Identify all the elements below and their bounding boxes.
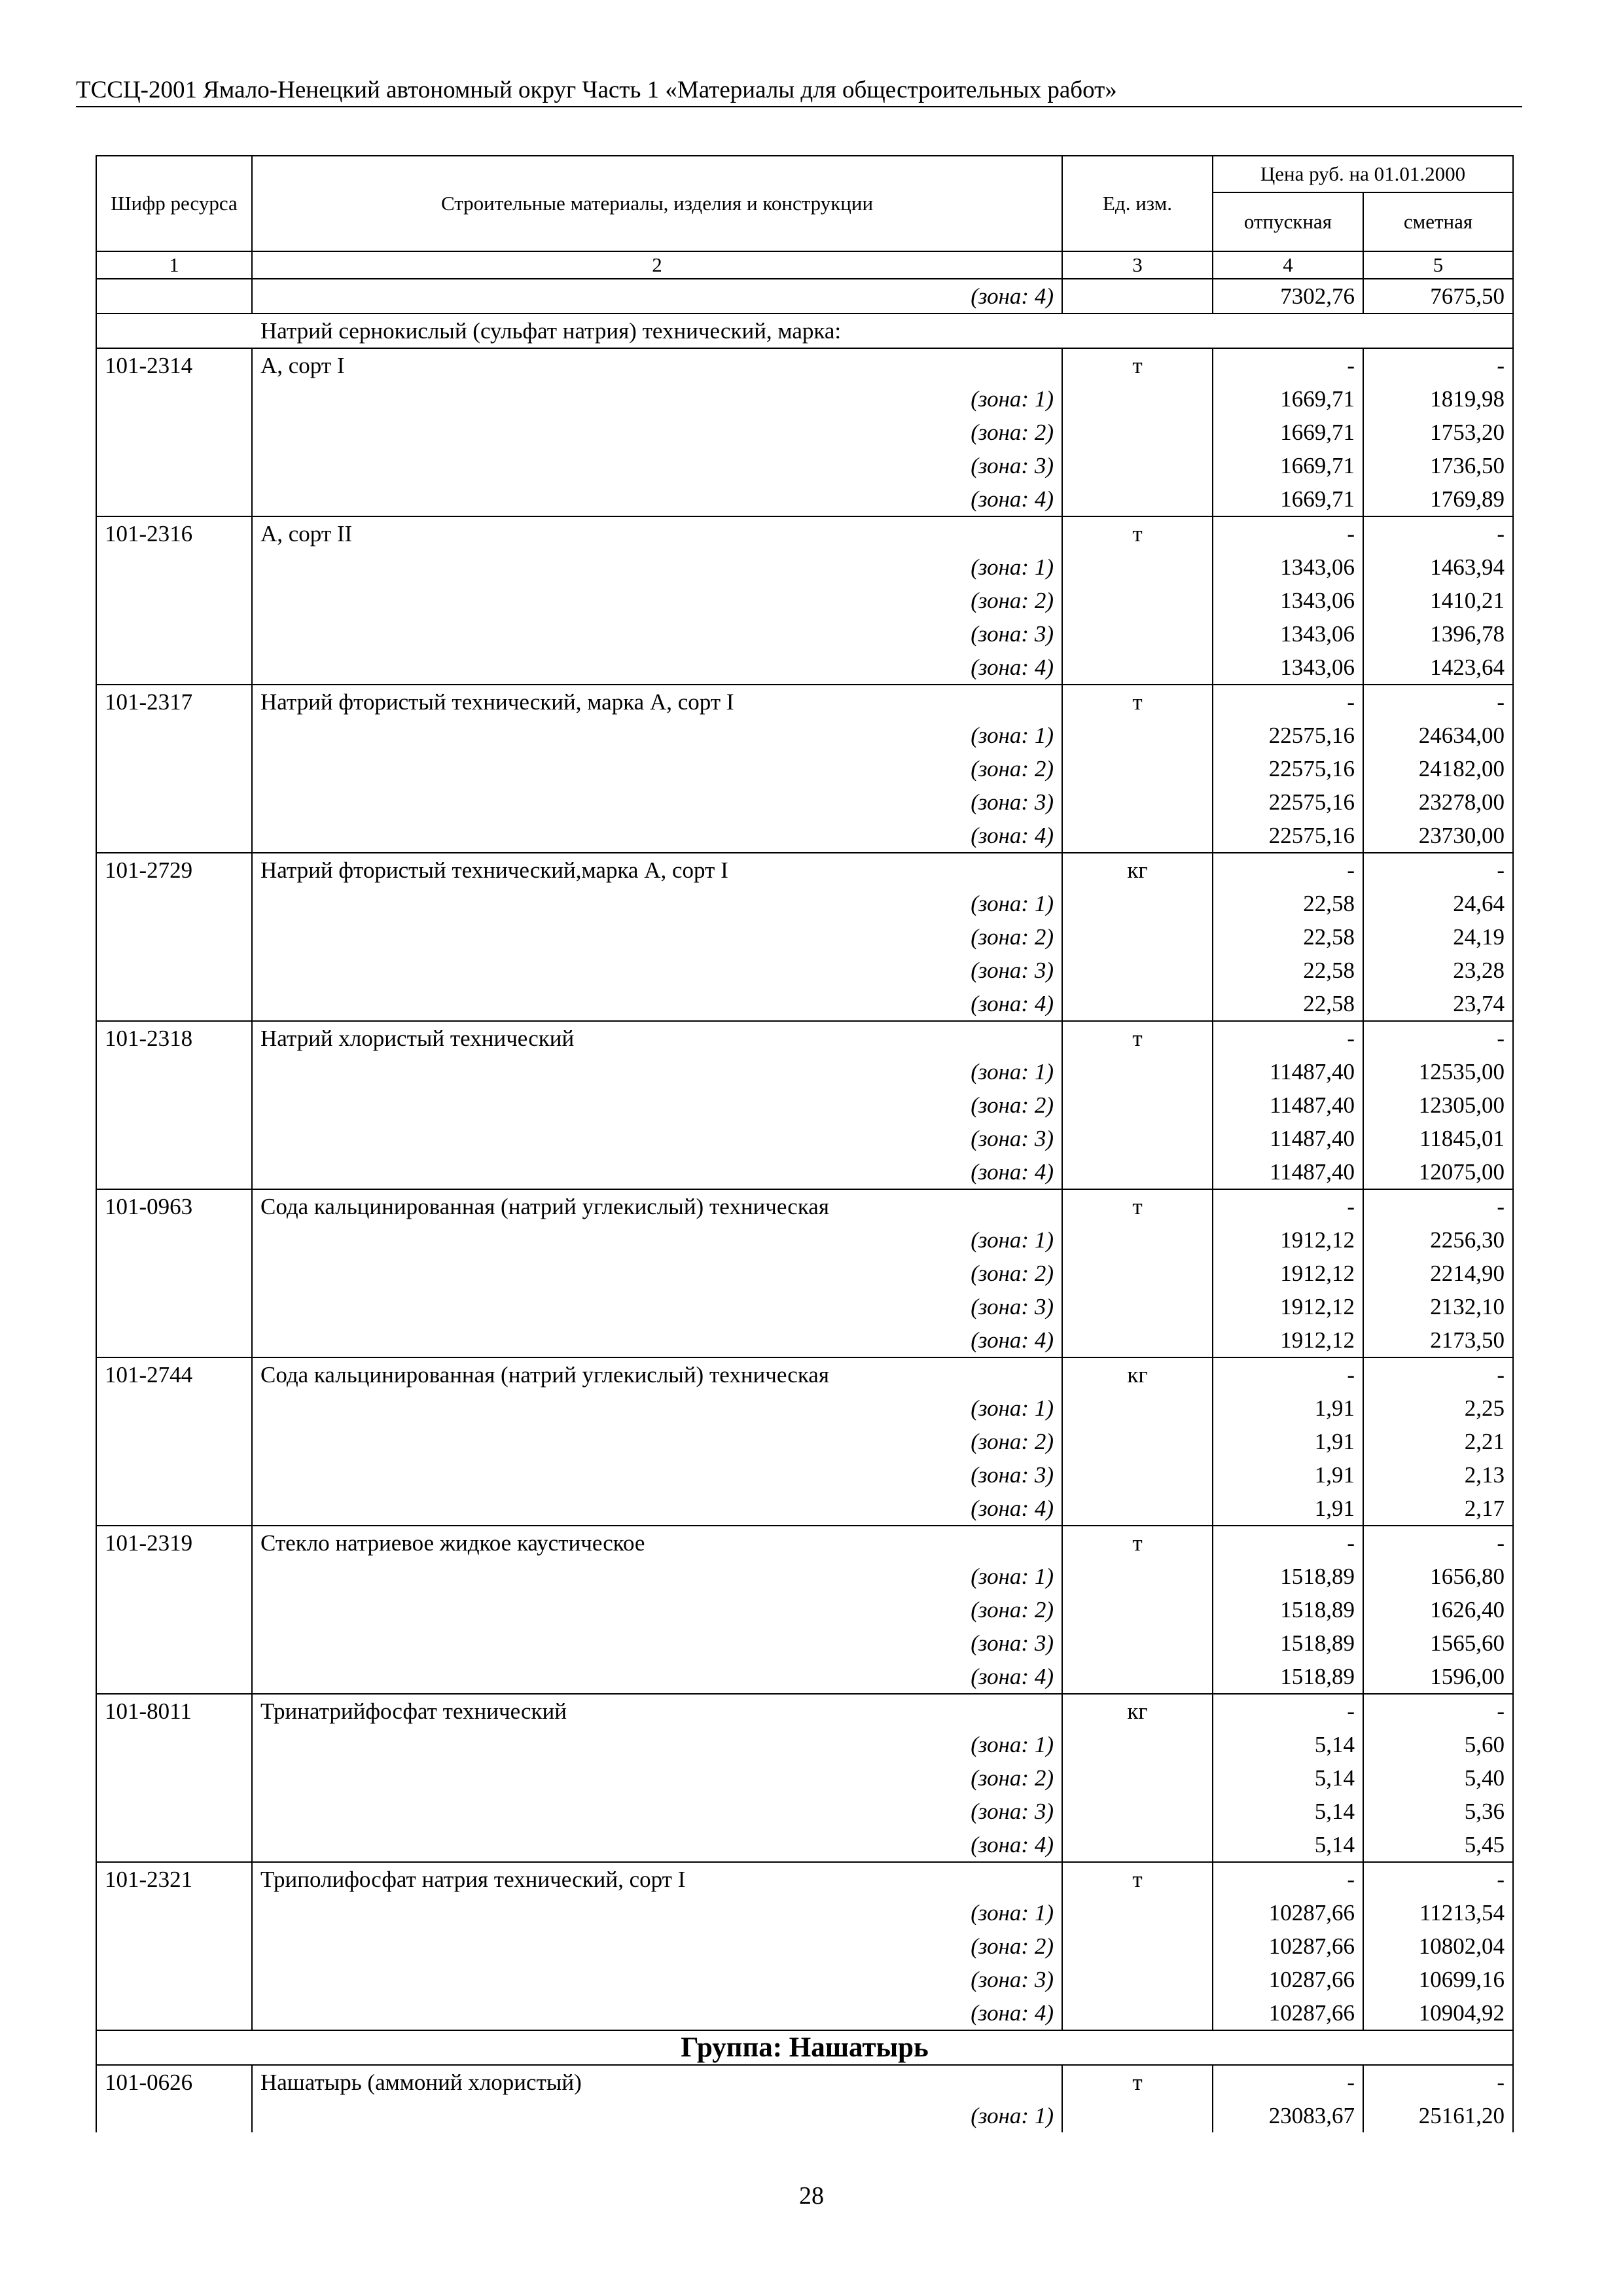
zone-label: (зона: 2) — [252, 1761, 1062, 1795]
material-name: Триполифосфат натрия технический, сорт I — [252, 1862, 1062, 1896]
zone-row — [96, 1458, 1513, 1492]
zone-label: (зона: 4) — [252, 987, 1062, 1021]
zone-row — [96, 1626, 1513, 1660]
zone-label: (зона: 1) — [252, 1560, 1062, 1593]
release-price: - — [1213, 1694, 1363, 1728]
release-price: 1912,12 — [1213, 1290, 1363, 1323]
release-price: 1343,06 — [1213, 550, 1363, 584]
zone-label: (зона: 2) — [252, 920, 1062, 954]
zone-row — [96, 1828, 1513, 1862]
estimate-price: 11213,54 — [1363, 1896, 1513, 1929]
resource-code: 101-2744 — [96, 1357, 252, 1391]
material-name: Сода кальцинированная (натрий углекислый) техническая — [252, 1357, 1062, 1391]
table-row — [96, 2065, 1513, 2099]
release-price: 5,14 — [1213, 1761, 1363, 1795]
estimate-price: - — [1363, 348, 1513, 382]
release-price: - — [1213, 348, 1363, 382]
estimate-price: 1769,89 — [1363, 482, 1513, 516]
zone-row — [96, 2099, 1513, 2132]
zone-row — [96, 719, 1513, 752]
document-header — [76, 76, 1522, 107]
zone-label: (зона: 3) — [252, 1122, 1062, 1155]
release-price: 1518,89 — [1213, 1593, 1363, 1626]
table-row — [96, 853, 1513, 887]
table-row — [96, 1357, 1513, 1391]
zone-row — [96, 987, 1513, 1021]
estimate-price: 12305,00 — [1363, 1088, 1513, 1122]
release-price: 1912,12 — [1213, 1323, 1363, 1357]
estimate-price: 1753,20 — [1363, 416, 1513, 449]
estimate-price: 2132,10 — [1363, 1290, 1513, 1323]
zone-row — [96, 887, 1513, 920]
col-name-header: Строительные материалы, изделия и конструкции — [252, 156, 1062, 251]
estimate-price: 23,74 — [1363, 987, 1513, 1021]
release-price: 22575,16 — [1213, 752, 1363, 785]
estimate-price: 23,28 — [1363, 954, 1513, 987]
col-release-header: отпускная — [1213, 192, 1363, 251]
estimate-price: 2,13 — [1363, 1458, 1513, 1492]
estimate-price: - — [1363, 1021, 1513, 1055]
zone-label: (зона: 1) — [252, 1391, 1062, 1425]
zone-row — [96, 1323, 1513, 1357]
material-name: А, сорт I — [252, 348, 1062, 382]
estimate-price: 2256,30 — [1363, 1223, 1513, 1257]
unit: т — [1062, 1862, 1213, 1896]
estimate-price: 24182,00 — [1363, 752, 1513, 785]
unit: т — [1062, 2065, 1213, 2099]
zone-label: (зона: 2) — [252, 752, 1062, 785]
table-row — [96, 1862, 1513, 1896]
table-row — [96, 348, 1513, 382]
zone-row — [96, 382, 1513, 416]
zone-row — [96, 785, 1513, 819]
zone-label: (зона: 4) — [252, 1323, 1062, 1357]
zone-row — [96, 954, 1513, 987]
zone-row — [96, 1122, 1513, 1155]
material-name: Натрий фтористый технический,марка А, сорт I — [252, 853, 1062, 887]
zone-row — [96, 752, 1513, 785]
release-price: 22,58 — [1213, 887, 1363, 920]
zone-label: (зона: 1) — [252, 1055, 1062, 1088]
column-number: 5 — [1363, 251, 1513, 279]
estimate-price: 1656,80 — [1363, 1560, 1513, 1593]
release-price: 22,58 — [1213, 987, 1363, 1021]
estimate-price: 24,64 — [1363, 887, 1513, 920]
table-body — [96, 279, 1513, 2132]
page-number: 28 — [799, 2182, 824, 2210]
zone-row — [96, 1560, 1513, 1593]
col-estimate-header: сметная — [1363, 192, 1513, 251]
column-number: 2 — [252, 251, 1062, 279]
estimate-price: - — [1363, 1862, 1513, 1896]
release-price: 22,58 — [1213, 954, 1363, 987]
zone-label: (зона: 4) — [252, 279, 1062, 314]
estimate-price: 5,45 — [1363, 1828, 1513, 1862]
estimate-price: 24,19 — [1363, 920, 1513, 954]
table-row — [96, 1021, 1513, 1055]
release-price: 22,58 — [1213, 920, 1363, 954]
zone-row — [96, 1660, 1513, 1694]
release-price: 1343,06 — [1213, 651, 1363, 685]
estimate-price: 2214,90 — [1363, 1257, 1513, 1290]
group-row — [96, 2030, 1513, 2065]
zone-row — [96, 1728, 1513, 1761]
table-row — [96, 1189, 1513, 1223]
release-price: - — [1213, 1021, 1363, 1055]
estimate-price: 1423,64 — [1363, 651, 1513, 685]
release-price: 1912,12 — [1213, 1223, 1363, 1257]
zone-row — [96, 416, 1513, 449]
resource-code: 101-2314 — [96, 348, 252, 382]
zone-label: (зона: 4) — [252, 1828, 1062, 1862]
zone-row — [96, 584, 1513, 617]
column-number: 1 — [96, 251, 252, 279]
estimate-price: - — [1363, 1357, 1513, 1391]
zone-row — [96, 1492, 1513, 1526]
zone-label: (зона: 2) — [252, 416, 1062, 449]
estimate-price: - — [1363, 516, 1513, 550]
unit: т — [1062, 1526, 1213, 1560]
resource-code: 101-2321 — [96, 1862, 252, 1896]
zone-label: (зона: 1) — [252, 719, 1062, 752]
zone-row — [96, 1055, 1513, 1088]
zone-row — [96, 1929, 1513, 1963]
release-price: - — [1213, 1357, 1363, 1391]
release-price: 1669,71 — [1213, 382, 1363, 416]
zone-row — [96, 1425, 1513, 1458]
zone-row — [96, 920, 1513, 954]
zone-label: (зона: 2) — [252, 1593, 1062, 1626]
zone-row — [96, 1795, 1513, 1828]
zone-row — [96, 1223, 1513, 1257]
resource-code: 101-0963 — [96, 1189, 252, 1223]
zone-label: (зона: 1) — [252, 1728, 1062, 1761]
release-price: 5,14 — [1213, 1728, 1363, 1761]
release-price: 1343,06 — [1213, 584, 1363, 617]
estimate-price: 1463,94 — [1363, 550, 1513, 584]
zone-label: (зона: 2) — [252, 1088, 1062, 1122]
estimate-price: 1736,50 — [1363, 449, 1513, 482]
material-name: Натрий фтористый технический, марка А, сорт I — [252, 685, 1062, 719]
estimate-price: 1410,21 — [1363, 584, 1513, 617]
release-price: - — [1213, 853, 1363, 887]
zone-label: (зона: 3) — [252, 1963, 1062, 1996]
zone-label: (зона: 2) — [252, 1425, 1062, 1458]
zone-label: (зона: 1) — [252, 1896, 1062, 1929]
table-row — [96, 685, 1513, 719]
estimate-price: 2,25 — [1363, 1391, 1513, 1425]
release-price: 11487,40 — [1213, 1088, 1363, 1122]
estimate-price: 10904,92 — [1363, 1996, 1513, 2030]
resource-code: 101-2729 — [96, 853, 252, 887]
zone-row — [96, 1761, 1513, 1795]
unit: т — [1062, 1021, 1213, 1055]
unit: кг — [1062, 1357, 1213, 1391]
estimate-price: 10699,16 — [1363, 1963, 1513, 1996]
estimate-price: 1626,40 — [1363, 1593, 1513, 1626]
release-price: 1912,12 — [1213, 1257, 1363, 1290]
zone-row — [96, 1088, 1513, 1122]
zone-label: (зона: 3) — [252, 617, 1062, 651]
document-title: ТССЦ-2001 Ямало-Ненецкий автономный округ Часть 1 «Материалы для общестроительных работ» — [76, 77, 1117, 103]
table-row — [96, 1526, 1513, 1560]
material-name: Стекло натриевое жидкое каустическое — [252, 1526, 1062, 1560]
zone-row — [96, 1155, 1513, 1189]
release-price: 5,14 — [1213, 1828, 1363, 1862]
material-name: Натрий хлористый технический — [252, 1021, 1062, 1055]
release-price: 10287,66 — [1213, 1963, 1363, 1996]
zone-row — [96, 819, 1513, 853]
table-header — [96, 156, 1513, 279]
unit: т — [1062, 1189, 1213, 1223]
zone-row — [96, 1593, 1513, 1626]
zone-row — [96, 1996, 1513, 2030]
release-price: 1,91 — [1213, 1425, 1363, 1458]
resource-code: 101-0626 — [96, 2065, 252, 2099]
release-price: - — [1213, 1526, 1363, 1560]
estimate-price: 25161,20 — [1363, 2099, 1513, 2132]
resource-code: 101-2319 — [96, 1526, 252, 1560]
col-price-group-header: Цена руб. на 01.01.2000 — [1213, 156, 1513, 192]
column-numbers-row — [96, 251, 1513, 279]
zone-label: (зона: 4) — [252, 482, 1062, 516]
release-price: 1669,71 — [1213, 482, 1363, 516]
zone-label: (зона: 4) — [252, 1660, 1062, 1694]
release-price: 1,91 — [1213, 1391, 1363, 1425]
release-price: 10287,66 — [1213, 1929, 1363, 1963]
price-table — [96, 155, 1514, 2132]
resource-code: 101-2316 — [96, 516, 252, 550]
release-price: - — [1213, 685, 1363, 719]
release-price: - — [1213, 1189, 1363, 1223]
zone-label: (зона: 1) — [252, 2099, 1062, 2132]
zone-label: (зона: 3) — [252, 1626, 1062, 1660]
col-unit-header: Ед. изм. — [1062, 156, 1213, 251]
unit: кг — [1062, 853, 1213, 887]
estimate-price: 2,17 — [1363, 1492, 1513, 1526]
zone-row — [96, 550, 1513, 584]
estimate-price: - — [1363, 685, 1513, 719]
material-name: Тринатрийфосфат технический — [252, 1694, 1062, 1728]
group-title: Группа: Нашатырь — [96, 2030, 1513, 2065]
release-price: 1518,89 — [1213, 1560, 1363, 1593]
estimate-price: 2,21 — [1363, 1425, 1513, 1458]
release-price: 11487,40 — [1213, 1122, 1363, 1155]
zone-label: (зона: 3) — [252, 1290, 1062, 1323]
estimate-price: - — [1363, 1526, 1513, 1560]
estimate-price: - — [1363, 1694, 1513, 1728]
subheading: Натрий сернокислый (сульфат натрия) технический, марка: — [96, 314, 1513, 348]
estimate-price: 1596,00 — [1363, 1660, 1513, 1694]
release-price: 1669,71 — [1213, 416, 1363, 449]
estimate-price: 11845,01 — [1363, 1122, 1513, 1155]
material-name: Нашатырь (аммоний хлористый) — [252, 2065, 1062, 2099]
estimate-price: 23730,00 — [1363, 819, 1513, 853]
estimate-price: 7675,50 — [1363, 279, 1513, 314]
estimate-price: 5,60 — [1363, 1728, 1513, 1761]
zone-label: (зона: 2) — [252, 584, 1062, 617]
column-number: 3 — [1062, 251, 1213, 279]
material-name: Сода кальцинированная (натрий углекислый) техническая — [252, 1189, 1062, 1223]
release-price: 1343,06 — [1213, 617, 1363, 651]
estimate-price: 24634,00 — [1363, 719, 1513, 752]
estimate-price: 1819,98 — [1363, 382, 1513, 416]
release-price: 1518,89 — [1213, 1660, 1363, 1694]
zone-row — [96, 1290, 1513, 1323]
zone-label: (зона: 1) — [252, 1223, 1062, 1257]
estimate-price: - — [1363, 2065, 1513, 2099]
unit: т — [1062, 685, 1213, 719]
estimate-price: - — [1363, 853, 1513, 887]
zone-row — [96, 482, 1513, 516]
estimate-price: 23278,00 — [1363, 785, 1513, 819]
estimate-price: 1565,60 — [1363, 1626, 1513, 1660]
release-price: 10287,66 — [1213, 1896, 1363, 1929]
estimate-price: 2173,50 — [1363, 1323, 1513, 1357]
release-price: 22575,16 — [1213, 785, 1363, 819]
release-price: 1,91 — [1213, 1492, 1363, 1526]
release-price: 11487,40 — [1213, 1155, 1363, 1189]
release-price: 22575,16 — [1213, 819, 1363, 853]
zone-row — [96, 1896, 1513, 1929]
zone-label: (зона: 2) — [252, 1257, 1062, 1290]
release-price: - — [1213, 516, 1363, 550]
release-price: 1,91 — [1213, 1458, 1363, 1492]
material-name: А, сорт II — [252, 516, 1062, 550]
estimate-price: 12075,00 — [1363, 1155, 1513, 1189]
zone-label: (зона: 3) — [252, 1458, 1062, 1492]
release-price: 1518,89 — [1213, 1626, 1363, 1660]
zone-label: (зона: 3) — [252, 1795, 1062, 1828]
estimate-price: - — [1363, 1189, 1513, 1223]
subheading-row — [96, 314, 1513, 348]
estimate-price: 5,40 — [1363, 1761, 1513, 1795]
column-number: 4 — [1213, 251, 1363, 279]
release-price: 22575,16 — [1213, 719, 1363, 752]
zone-label: (зона: 3) — [252, 954, 1062, 987]
zone-label: (зона: 4) — [252, 819, 1062, 853]
release-price: 23083,67 — [1213, 2099, 1363, 2132]
release-price: - — [1213, 2065, 1363, 2099]
release-price: 1669,71 — [1213, 449, 1363, 482]
zone-label: (зона: 4) — [252, 651, 1062, 685]
zone-label: (зона: 3) — [252, 449, 1062, 482]
zone-label: (зона: 1) — [252, 887, 1062, 920]
col-code-header: Шифр ресурса — [96, 156, 252, 251]
zone-row — [96, 1391, 1513, 1425]
table-row — [96, 516, 1513, 550]
zone-label: (зона: 4) — [252, 1996, 1062, 2030]
table-row — [96, 1694, 1513, 1728]
estimate-price: 1396,78 — [1363, 617, 1513, 651]
estimate-price: 12535,00 — [1363, 1055, 1513, 1088]
zone-row — [96, 449, 1513, 482]
unit: т — [1062, 348, 1213, 382]
zone-row — [96, 617, 1513, 651]
release-price: - — [1213, 1862, 1363, 1896]
release-price: 7302,76 — [1213, 279, 1363, 314]
unit: т — [1062, 516, 1213, 550]
estimate-price: 5,36 — [1363, 1795, 1513, 1828]
release-price: 10287,66 — [1213, 1996, 1363, 2030]
resource-code: 101-8011 — [96, 1694, 252, 1728]
carry-over-row — [96, 279, 1513, 314]
zone-row — [96, 651, 1513, 685]
zone-label: (зона: 4) — [252, 1492, 1062, 1526]
release-price: 11487,40 — [1213, 1055, 1363, 1088]
zone-label: (зона: 1) — [252, 550, 1062, 584]
release-price: 5,14 — [1213, 1795, 1363, 1828]
unit: кг — [1062, 1694, 1213, 1728]
zone-label: (зона: 2) — [252, 1929, 1062, 1963]
zone-label: (зона: 4) — [252, 1155, 1062, 1189]
resource-code: 101-2318 — [96, 1021, 252, 1055]
resource-code: 101-2317 — [96, 685, 252, 719]
zone-label: (зона: 1) — [252, 382, 1062, 416]
zone-row — [96, 1963, 1513, 1996]
zone-row — [96, 1257, 1513, 1290]
zone-label: (зона: 3) — [252, 785, 1062, 819]
estimate-price: 10802,04 — [1363, 1929, 1513, 1963]
